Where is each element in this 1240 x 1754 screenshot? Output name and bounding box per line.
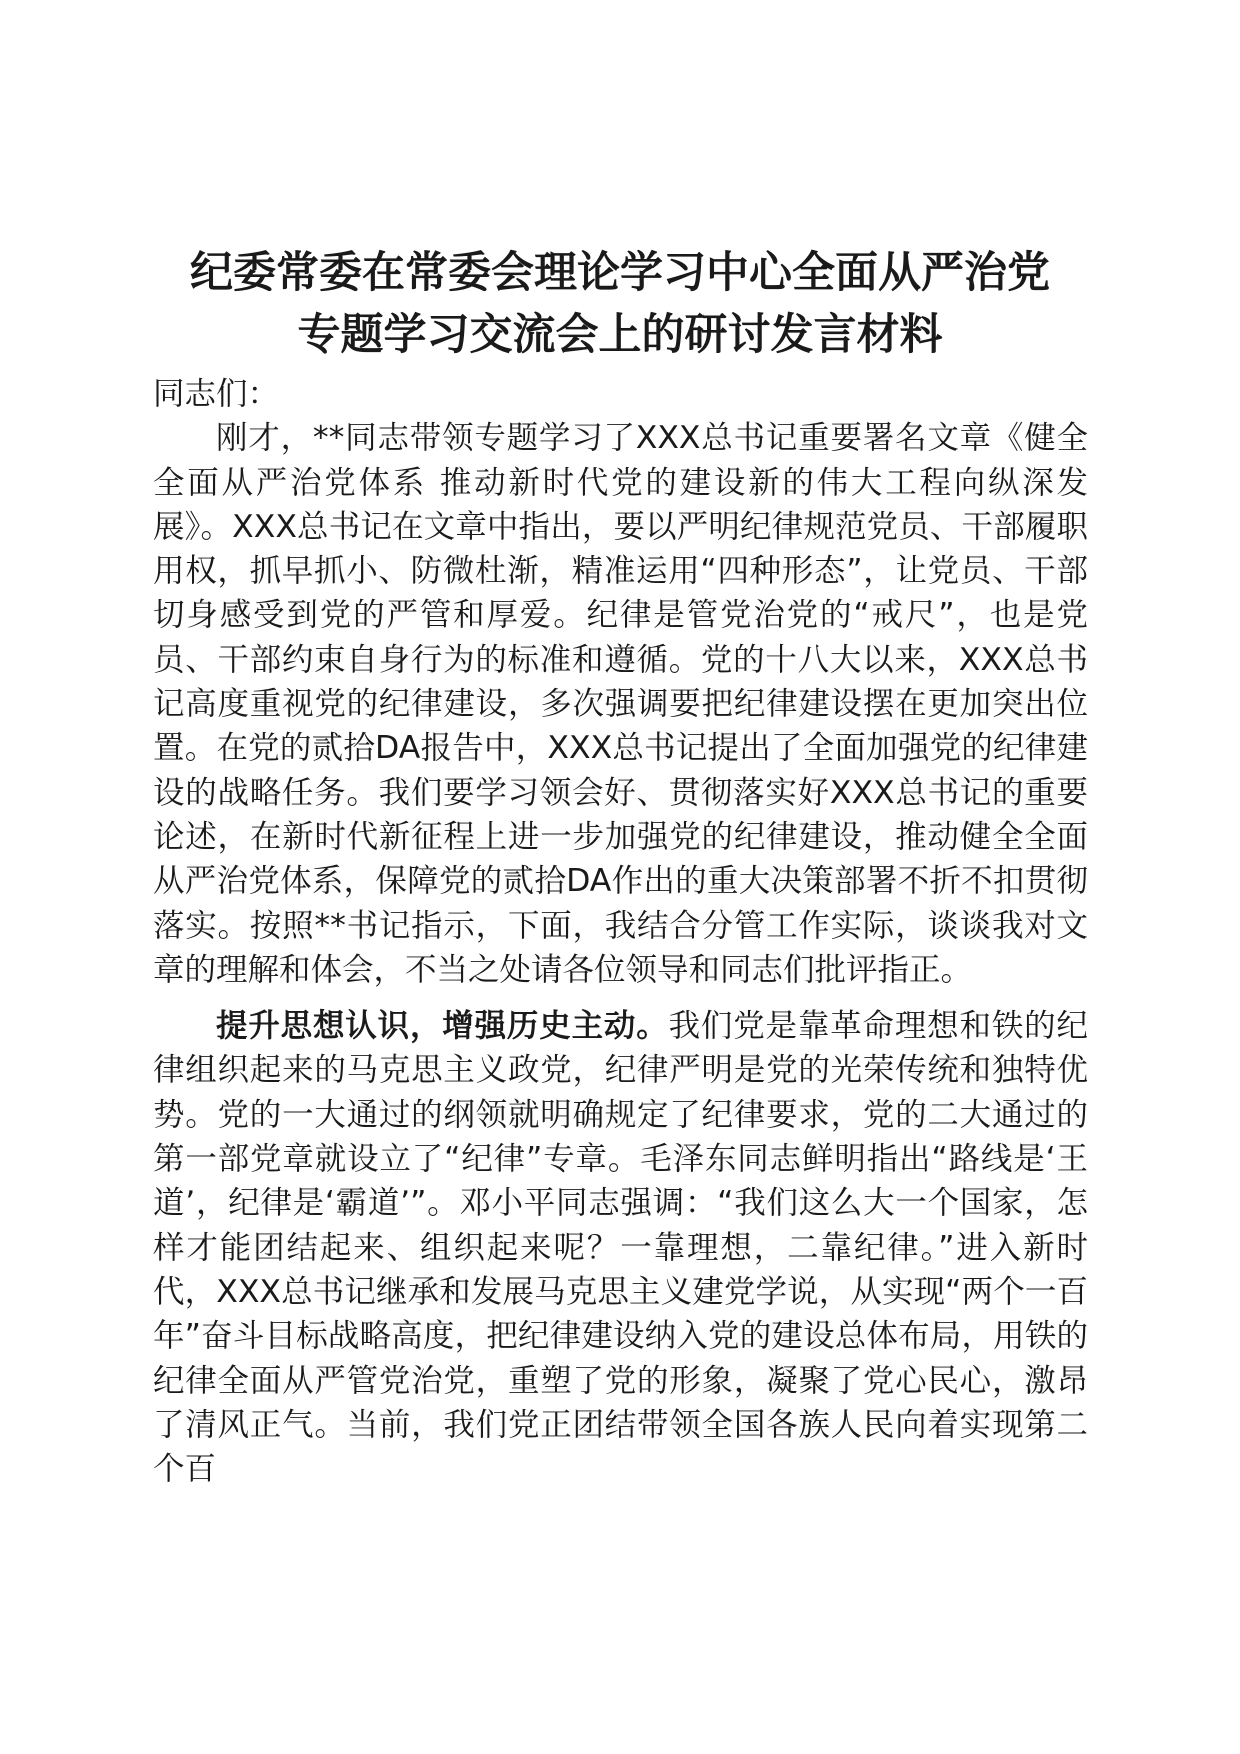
paragraph-intro: 刚才，**同志带领专题学习了XXX总书记重要署名文章《健全全面从严治党体系 推动新时代党的建设新的伟大工程向纵深发展》。XXX总书记在文章中指出，要以严明纪律规范党员、干部履职用权，抓早抓小、防微杜渐，精准运用“四种形态”，让党员、干部切身感受到党的严管和厚爱。纪律是管党治党的“戒尺”，也是党员、干部约束自身行为的标准和遵循。党的十八大以来，XXX总书记高度重视党的纪律建设，多次强调要把纪律建设摆在更加突出位置。在党的贰拾DA报告中，XXX总书记提出了全面加强党的纪律建设的战略任务。我们要学习领会好、贯彻落实好XXX总书记的重要论述，在新时代新征程上进一步加强党的纪律建设，推动健全全面从严治党体系，保障党的贰拾DA作出的重大决策部署不折不扣贯彻落实。按照**书记指示，下面，我结合分管工作实际，谈谈我对文章的理解和体会，不当之处请各位领导和同志们批评指正。 bbox=[153, 420, 1088, 988]
section-1-text: 我们党是靠革命理想和铁的纪律组织起来的马克思主义政党，纪律严明是党的光荣传统和独特优势。党的一大通过的纲领就明确规定了纪律要求，党的二大通过的第一部党章就设立了“纪律”专章。毛泽东同志鲜明指出“路线是‘王道’，纪律是‘霸道’”。邓小平同志强调：“我们这么大一个国家，怎样才能团结起来、组织起来呢？一靠理想，二靠纪律。”进入新时代，XXX总书记继承和发展马克思主义建党学说，从实现“两个一百年”奋斗目标战略高度，把纪律建设纳入党的建设总体布局，用铁的纪律全面从严管党治党，重塑了党的形象，凝聚了党心民心，激昂了清风正气。当前，我们党正团结带领全国各族人民向着实现第二个百 bbox=[153, 1008, 1088, 1488]
salutation: 同志们： bbox=[153, 376, 280, 412]
document-body bbox=[153, 372, 1088, 1491]
paragraph-section-1 bbox=[153, 1004, 1088, 1491]
title-line-1: 纪委常委在常委会理论学习中心全面从严治党 bbox=[190, 248, 1050, 298]
section-1-heading: 提升思想认识，增强历史主动。 bbox=[216, 1008, 669, 1045]
document-title bbox=[120, 242, 1120, 366]
title-line-2: 专题学习交流会上的研讨发言材料 bbox=[297, 310, 943, 360]
